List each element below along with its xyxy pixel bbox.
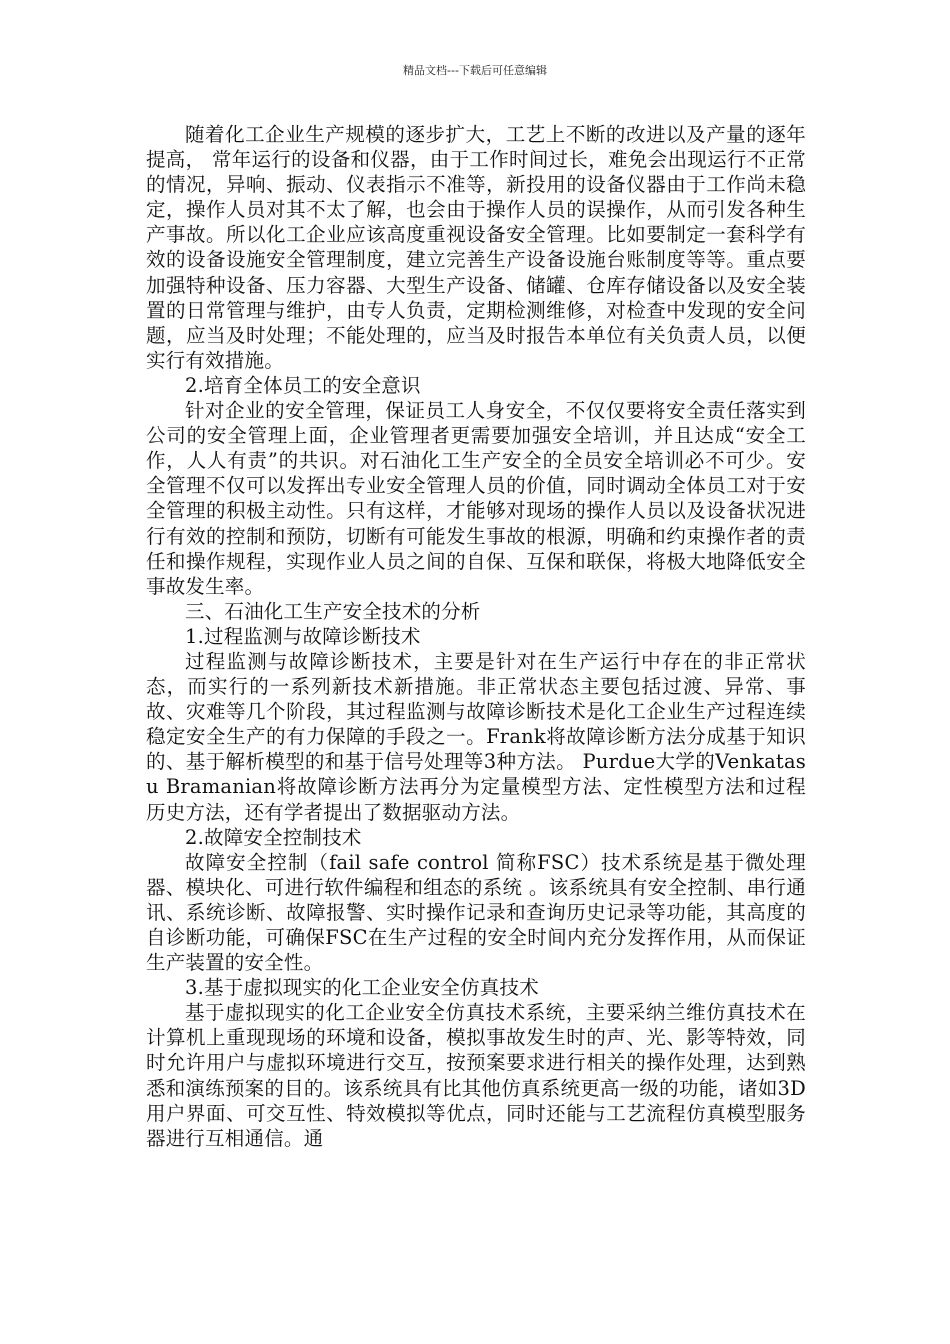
heading-process-monitoring: 1.过程监测与故障诊断技术 xyxy=(185,624,421,648)
paragraph-fail-safe-control: 故障安全控制（fail safe control 简称FSC）技术系统是基于微处理器、模块化、可进行软件编程和组态的系统 。该系统具有安全控制、串行通讯、系统诊断、故障报警、实时操作记录和查询历史记录等功能，其高度的自诊断功能，可确保FSC在生产过程的安全时间内充分发挥作用，从而保证生产装置的安全性。 xyxy=(146,850,806,975)
paragraph-safety-training: 针对企业的安全管理，保证员工人身安全，不仅仅要将安全责任落实到公司的安全管理上面，企业管理者更需要加强安全培训，并且达成“安全工作，人人有责”的共识。对石油化工生产安全的全员安全培训必不可少。安全管理不仅可以发挥出专业安全管理人员的价值，同时调动全体员工对于安全管理的积极主动性。只有这样，才能够对现场的操作人员以及设备状况进行有效的控制和预防，切断有可能发生事故的根源，明确和约束操作者的责任和操作规程，实现作业人员之间的自保、互保和联保，将极大地降低安全事故发生率。 xyxy=(146,399,806,598)
paragraph-process-monitoring: 过程监测与故障诊断技术，主要是针对在生产运行中存在的非正常状态，而实行的一系列新技术新措施。非正常状态主要包括过渡、异常、事故、灾难等几个阶段，其过程监测与故障诊断技术是化工企业生产过程连续稳定安全生产的有力保障的手段之一。Frank将故障诊断方法分成基于知识的、基于解析模型的和基于信号处理等3种方法。 Purdue大学的Venkatasu Bramanian将故障诊断方法再分为定量模型方法、定性模型方法和过程历史方法，还有学者提出了数据驱动方法。 xyxy=(146,649,806,824)
paragraph-equipment-safety: 随着化工企业生产规模的逐步扩大，工艺上不断的改进以及产量的逐年提高， 常年运行的设备和仪器，由于工作时间过长，难免会出现运行不正常的情况，异响、振动、仪表指示不准等，新投用的设备仪器由于工作尚未稳定，操作人员对其不太了解，也会由于操作人员的误操作，从而引发各种生产事故。所以化工企业应该高度重视设备安全管理。比如要制定一套科学有效的设备设施安全管理制度，建立完善生产设备设施台账制度等等。重点要加强特种设备、压力容器、大型生产设备、储罐、仓库存储设备以及安全装置的日常管理与维护，由专人负责，定期检测维修，对检查中发现的安全问题，应当及时处理；不能处理的，应当及时报告本单位有关负责人员，以便实行有效措施。 xyxy=(146,123,806,372)
heading-section-three: 三、石油化工生产安全技术的分析 xyxy=(185,599,481,623)
page-header: 精品文档---下载后可任意编辑 xyxy=(403,64,547,77)
heading-vr-simulation: 3.基于虚拟现实的化工企业安全仿真技术 xyxy=(185,976,539,1000)
paragraph-vr-simulation: 基于虚拟现实的化工企业安全仿真技术系统，主要采纳兰维仿真技术在计算机上重现现场的环境和设备，模拟事故发生时的声、光、影等特效，同时允许用户与虚拟环境进行交互，按预案要求进行相关的操作处理，达到熟悉和演练预案的目的。该系统具有比其他仿真系统更高一级的功能，诸如3D用户界面、可交互性、特效模拟等优点，同时还能与工艺流程仿真模型服务器进行互相通信。通 xyxy=(146,1001,806,1150)
heading-fail-safe-control: 2.故障安全控制技术 xyxy=(185,825,362,849)
heading-safety-awareness: 2.培育全体员工的安全意识 xyxy=(185,373,421,397)
document-body xyxy=(146,122,806,1151)
